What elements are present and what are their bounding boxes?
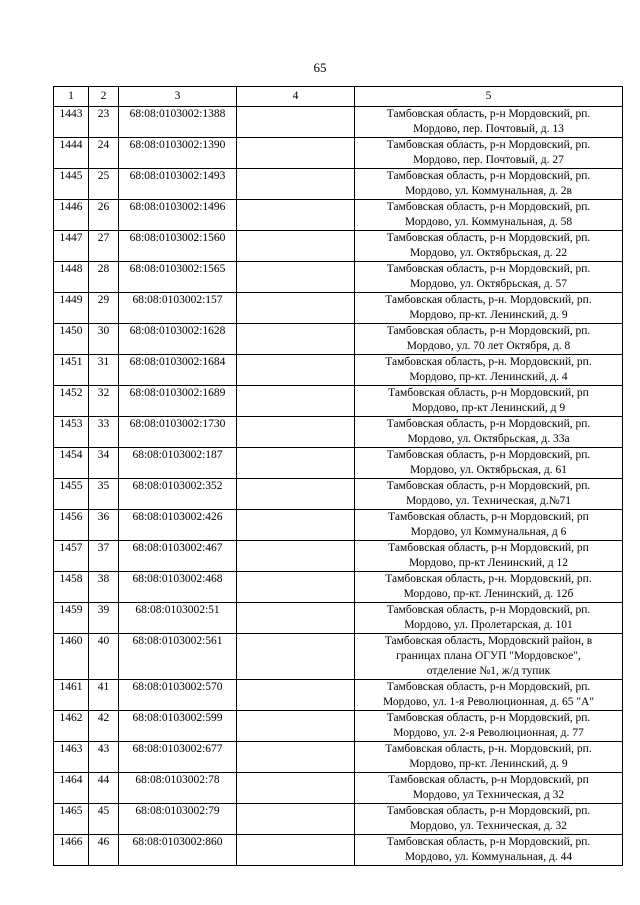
row-number-cell: 1463 — [54, 742, 89, 773]
row-number-cell: 1458 — [54, 572, 89, 603]
row-index-cell: 34 — [89, 448, 119, 479]
row-index-cell: 41 — [89, 680, 119, 711]
row-index-cell: 30 — [89, 324, 119, 355]
column-4-cell — [237, 804, 355, 835]
table-row — [54, 231, 623, 262]
row-index-cell: 26 — [89, 200, 119, 231]
row-number-cell: 1448 — [54, 262, 89, 293]
address-cell — [355, 138, 623, 169]
cadastral-number-cell: 68:08:0103002:860 — [119, 835, 237, 866]
row-index-cell: 36 — [89, 510, 119, 541]
row-number-cell: 1446 — [54, 200, 89, 231]
row-number-cell: 1444 — [54, 138, 89, 169]
table-row — [54, 107, 623, 138]
address-line: Тамбовская область, р-н Мордовский, рп. — [386, 681, 591, 693]
column-4-cell — [237, 510, 355, 541]
table-row — [54, 324, 623, 355]
row-number-cell: 1456 — [54, 510, 89, 541]
row-number-cell: 1450 — [54, 324, 89, 355]
table-row — [54, 417, 623, 448]
address-line: Тамбовская область, р-н Мордовский, рп — [388, 387, 589, 399]
address-cell — [355, 541, 623, 572]
row-number-cell: 1466 — [54, 835, 89, 866]
cadastral-number-cell: 68:08:0103002:1560 — [119, 231, 237, 262]
table-body — [54, 107, 623, 866]
row-number-cell: 1443 — [54, 107, 89, 138]
table-row — [54, 169, 623, 200]
address-line: Мордово, пр-кт. Ленинский, д. 9 — [409, 758, 568, 770]
cadastral-number-cell: 68:08:0103002:677 — [119, 742, 237, 773]
address-cell — [355, 479, 623, 510]
row-index-cell: 44 — [89, 773, 119, 804]
cadastral-number-cell: 68:08:0103002:1496 — [119, 200, 237, 231]
address-line: Тамбовская область, р-н Мордовский, рп. — [386, 480, 591, 492]
cadastral-number-cell: 68:08:0103002:1493 — [119, 169, 237, 200]
row-number-cell: 1461 — [54, 680, 89, 711]
address-line: Тамбовская область, р-н Мордовский, рп. — [386, 418, 591, 430]
address-line: Мордово, ул. Коммунальная, д. 44 — [404, 851, 573, 863]
row-index-cell: 23 — [89, 107, 119, 138]
row-index-cell: 29 — [89, 293, 119, 324]
row-index-cell: 32 — [89, 386, 119, 417]
row-index-cell: 42 — [89, 711, 119, 742]
address-cell — [355, 386, 623, 417]
address-line: Мордово, ул Техническая, д 32 — [412, 789, 565, 801]
address-line: Тамбовская область, р-н Мордовский, рп. — [386, 449, 591, 461]
cadastral-number-cell: 68:08:0103002:467 — [119, 541, 237, 572]
table-row — [54, 541, 623, 572]
column-4-cell — [237, 634, 355, 680]
column-4-cell — [237, 169, 355, 200]
column-4-cell — [237, 231, 355, 262]
column-4-cell — [237, 355, 355, 386]
address-line: Мордово, ул. 70 лет Октября, д. 8 — [406, 340, 571, 352]
row-index-cell: 43 — [89, 742, 119, 773]
address-cell — [355, 634, 623, 680]
address-line: границах плана ОГУП "Мордовское", — [396, 650, 581, 662]
row-number-cell: 1457 — [54, 541, 89, 572]
table-row — [54, 138, 623, 169]
row-number-cell: 1462 — [54, 711, 89, 742]
column-header: 4 — [237, 87, 355, 107]
address-line: Мордово, пр-кт. Ленинский, д. 4 — [409, 371, 568, 383]
row-number-cell: 1447 — [54, 231, 89, 262]
column-header: 5 — [355, 87, 623, 107]
address-line: Тамбовская область, р-н. Мордовский, рп. — [385, 294, 592, 306]
row-number-cell: 1451 — [54, 355, 89, 386]
column-4-cell — [237, 680, 355, 711]
address-line: отделение №1, ж/д тупик — [426, 665, 551, 677]
address-line: Тамбовская область, р-н Мордовский, рп. — [386, 712, 591, 724]
column-4-cell — [237, 835, 355, 866]
column-4-cell — [237, 138, 355, 169]
row-index-cell: 33 — [89, 417, 119, 448]
cadastral-number-cell: 68:08:0103002:79 — [119, 804, 237, 835]
address-cell — [355, 510, 623, 541]
cadastral-number-cell: 68:08:0103002:352 — [119, 479, 237, 510]
column-header: 2 — [89, 87, 119, 107]
address-line: Мордово, пр-кт Ленинский, д 9 — [411, 402, 566, 414]
row-number-cell: 1464 — [54, 773, 89, 804]
address-cell — [355, 417, 623, 448]
address-line: Тамбовская область, р-н. Мордовский, рп. — [385, 356, 592, 368]
address-line: Тамбовская область, р-н Мордовский, рп. — [386, 232, 591, 244]
address-line: Мордово, ул. Октябрьская, д. 57 — [410, 278, 567, 290]
column-4-cell — [237, 479, 355, 510]
cadastral-number-cell: 68:08:0103002:157 — [119, 293, 237, 324]
column-4-cell — [237, 742, 355, 773]
table-row — [54, 262, 623, 293]
table-row — [54, 448, 623, 479]
table-row — [54, 711, 623, 742]
table-row — [54, 603, 623, 634]
cadastral-number-cell: 68:08:0103002:426 — [119, 510, 237, 541]
address-cell — [355, 835, 623, 866]
table-row — [54, 293, 623, 324]
address-cell — [355, 200, 623, 231]
address-line: Мордово, ул. Пролетарская, д. 101 — [404, 619, 573, 631]
row-number-cell: 1454 — [54, 448, 89, 479]
address-line: Мордово, ул. Техническая, д. 32 — [409, 820, 567, 832]
row-index-cell: 37 — [89, 541, 119, 572]
column-header: 1 — [54, 87, 89, 107]
cadastral-number-cell: 68:08:0103002:187 — [119, 448, 237, 479]
column-4-cell — [237, 603, 355, 634]
row-index-cell: 25 — [89, 169, 119, 200]
address-line: Мордово, ул. Октябрьская, д. 22 — [410, 247, 567, 259]
address-line: Мордово, ул. Техническая, д.№71 — [405, 495, 572, 507]
address-line: Тамбовская область, р-н Мордовский, рп. — [386, 604, 591, 616]
row-index-cell: 24 — [89, 138, 119, 169]
row-number-cell: 1465 — [54, 804, 89, 835]
address-line: Тамбовская область, р-н. Мордовский, рп. — [385, 743, 592, 755]
address-line: Тамбовская область, р-н Мордовский, рп. — [386, 139, 591, 151]
address-line: Мордово, ул. Октябрьская, д. 33а — [407, 433, 570, 445]
cadastral-number-cell: 68:08:0103002:51 — [119, 603, 237, 634]
table-row — [54, 479, 623, 510]
address-cell — [355, 324, 623, 355]
cadastral-number-cell: 68:08:0103002:1684 — [119, 355, 237, 386]
address-cell — [355, 107, 623, 138]
address-cell — [355, 742, 623, 773]
address-line: Тамбовская область, р-н Мордовский, рп. — [386, 201, 591, 213]
table-row — [54, 200, 623, 231]
column-header: 3 — [119, 87, 237, 107]
row-number-cell: 1453 — [54, 417, 89, 448]
address-line: Тамбовская область, р-н Мордовский, рп. — [386, 805, 591, 817]
row-index-cell: 27 — [89, 231, 119, 262]
address-line: Тамбовская область, р-н Мордовский, рп. — [386, 263, 591, 275]
column-4-cell — [237, 448, 355, 479]
cadastral-number-cell: 68:08:0103002:1565 — [119, 262, 237, 293]
address-line: Тамбовская область, р-н Мордовский, рп — [388, 542, 589, 554]
address-line: Мордово, пер. Почтовый, д. 13 — [413, 123, 564, 135]
row-number-cell: 1459 — [54, 603, 89, 634]
address-cell — [355, 293, 623, 324]
cadastral-number-cell: 68:08:0103002:599 — [119, 711, 237, 742]
address-cell — [355, 680, 623, 711]
table-row — [54, 742, 623, 773]
row-number-cell: 1452 — [54, 386, 89, 417]
address-cell — [355, 231, 623, 262]
address-cell — [355, 804, 623, 835]
column-4-cell — [237, 262, 355, 293]
row-index-cell: 46 — [89, 835, 119, 866]
address-cell — [355, 169, 623, 200]
cadastral-number-cell: 68:08:0103002:78 — [119, 773, 237, 804]
cadastral-number-cell: 68:08:0103002:1730 — [119, 417, 237, 448]
address-line: Мордово, ул Коммунальная, д 6 — [410, 526, 567, 538]
column-4-cell — [237, 107, 355, 138]
address-line: Мордово, ул. Октябрьская, д. 61 — [410, 464, 567, 476]
registry-table — [53, 86, 623, 866]
address-line: Мордово, ул. 1-я Революционная, д. 65 "А" — [382, 696, 595, 708]
column-4-cell — [237, 200, 355, 231]
address-cell — [355, 572, 623, 603]
page-number: 65 — [313, 60, 327, 75]
table-row — [54, 804, 623, 835]
address-line: Тамбовская область, р-н Мордовский, рп — [388, 511, 589, 523]
row-index-cell: 28 — [89, 262, 119, 293]
row-index-cell: 40 — [89, 634, 119, 680]
cadastral-number-cell: 68:08:0103002:561 — [119, 634, 237, 680]
table-row — [54, 355, 623, 386]
table-row — [54, 680, 623, 711]
table-row — [54, 572, 623, 603]
address-cell — [355, 711, 623, 742]
column-4-cell — [237, 417, 355, 448]
column-4-cell — [237, 324, 355, 355]
column-4-cell — [237, 711, 355, 742]
address-line: Тамбовская область, р-н Мордовский, рп. — [386, 170, 591, 182]
address-cell — [355, 355, 623, 386]
table-row — [54, 510, 623, 541]
row-index-cell: 31 — [89, 355, 119, 386]
column-4-cell — [237, 572, 355, 603]
address-cell — [355, 603, 623, 634]
table-row — [54, 835, 623, 866]
row-index-cell: 39 — [89, 603, 119, 634]
address-cell — [355, 448, 623, 479]
address-line: Мордово, ул. Коммунальная, д. 2в — [405, 185, 572, 197]
table-header-row — [54, 87, 623, 107]
row-index-cell: 45 — [89, 804, 119, 835]
row-index-cell: 35 — [89, 479, 119, 510]
address-cell — [355, 773, 623, 804]
column-4-cell — [237, 773, 355, 804]
address-line: Тамбовская область, р-н Мордовский, рп — [388, 774, 589, 786]
cadastral-number-cell: 68:08:0103002:1628 — [119, 324, 237, 355]
row-number-cell: 1449 — [54, 293, 89, 324]
cadastral-number-cell: 68:08:0103002:570 — [119, 680, 237, 711]
table-row — [54, 773, 623, 804]
column-4-cell — [237, 293, 355, 324]
address-line: Мордово, пер. Почтовый, д. 27 — [413, 154, 564, 166]
cadastral-number-cell: 68:08:0103002:1388 — [119, 107, 237, 138]
address-line: Мордово, ул. Коммунальная, д. 58 — [404, 216, 573, 228]
cadastral-number-cell: 68:08:0103002:1689 — [119, 386, 237, 417]
address-line: Мордово, пр-кт Ленинский, д 12 — [408, 557, 569, 569]
address-line: Мордово, пр-кт. Ленинский, д. 9 — [409, 309, 568, 321]
cadastral-number-cell: 68:08:0103002:468 — [119, 572, 237, 603]
cadastral-number-cell: 68:08:0103002:1390 — [119, 138, 237, 169]
row-number-cell: 1460 — [54, 634, 89, 680]
address-line: Тамбовская область, р-н Мордовский, рп. — [386, 836, 591, 848]
address-line: Тамбовская область, р-н Мордовский, рп. — [386, 108, 591, 120]
table-row — [54, 386, 623, 417]
address-line: Мордово, пр-кт. Ленинский, д. 12б — [403, 588, 574, 600]
address-cell — [355, 262, 623, 293]
row-index-cell: 38 — [89, 572, 119, 603]
address-line: Тамбовская область, р-н. Мордовский, рп. — [385, 573, 592, 585]
column-4-cell — [237, 386, 355, 417]
column-4-cell — [237, 541, 355, 572]
row-number-cell: 1445 — [54, 169, 89, 200]
row-number-cell: 1455 — [54, 479, 89, 510]
table-row — [54, 634, 623, 680]
address-line: Тамбовская область, р-н Мордовский, рп. — [386, 325, 591, 337]
address-line: Мордово, ул. 2-я Революционная, д. 77 — [393, 727, 584, 739]
address-line: Тамбовская область, Мордовский район, в — [384, 635, 593, 647]
